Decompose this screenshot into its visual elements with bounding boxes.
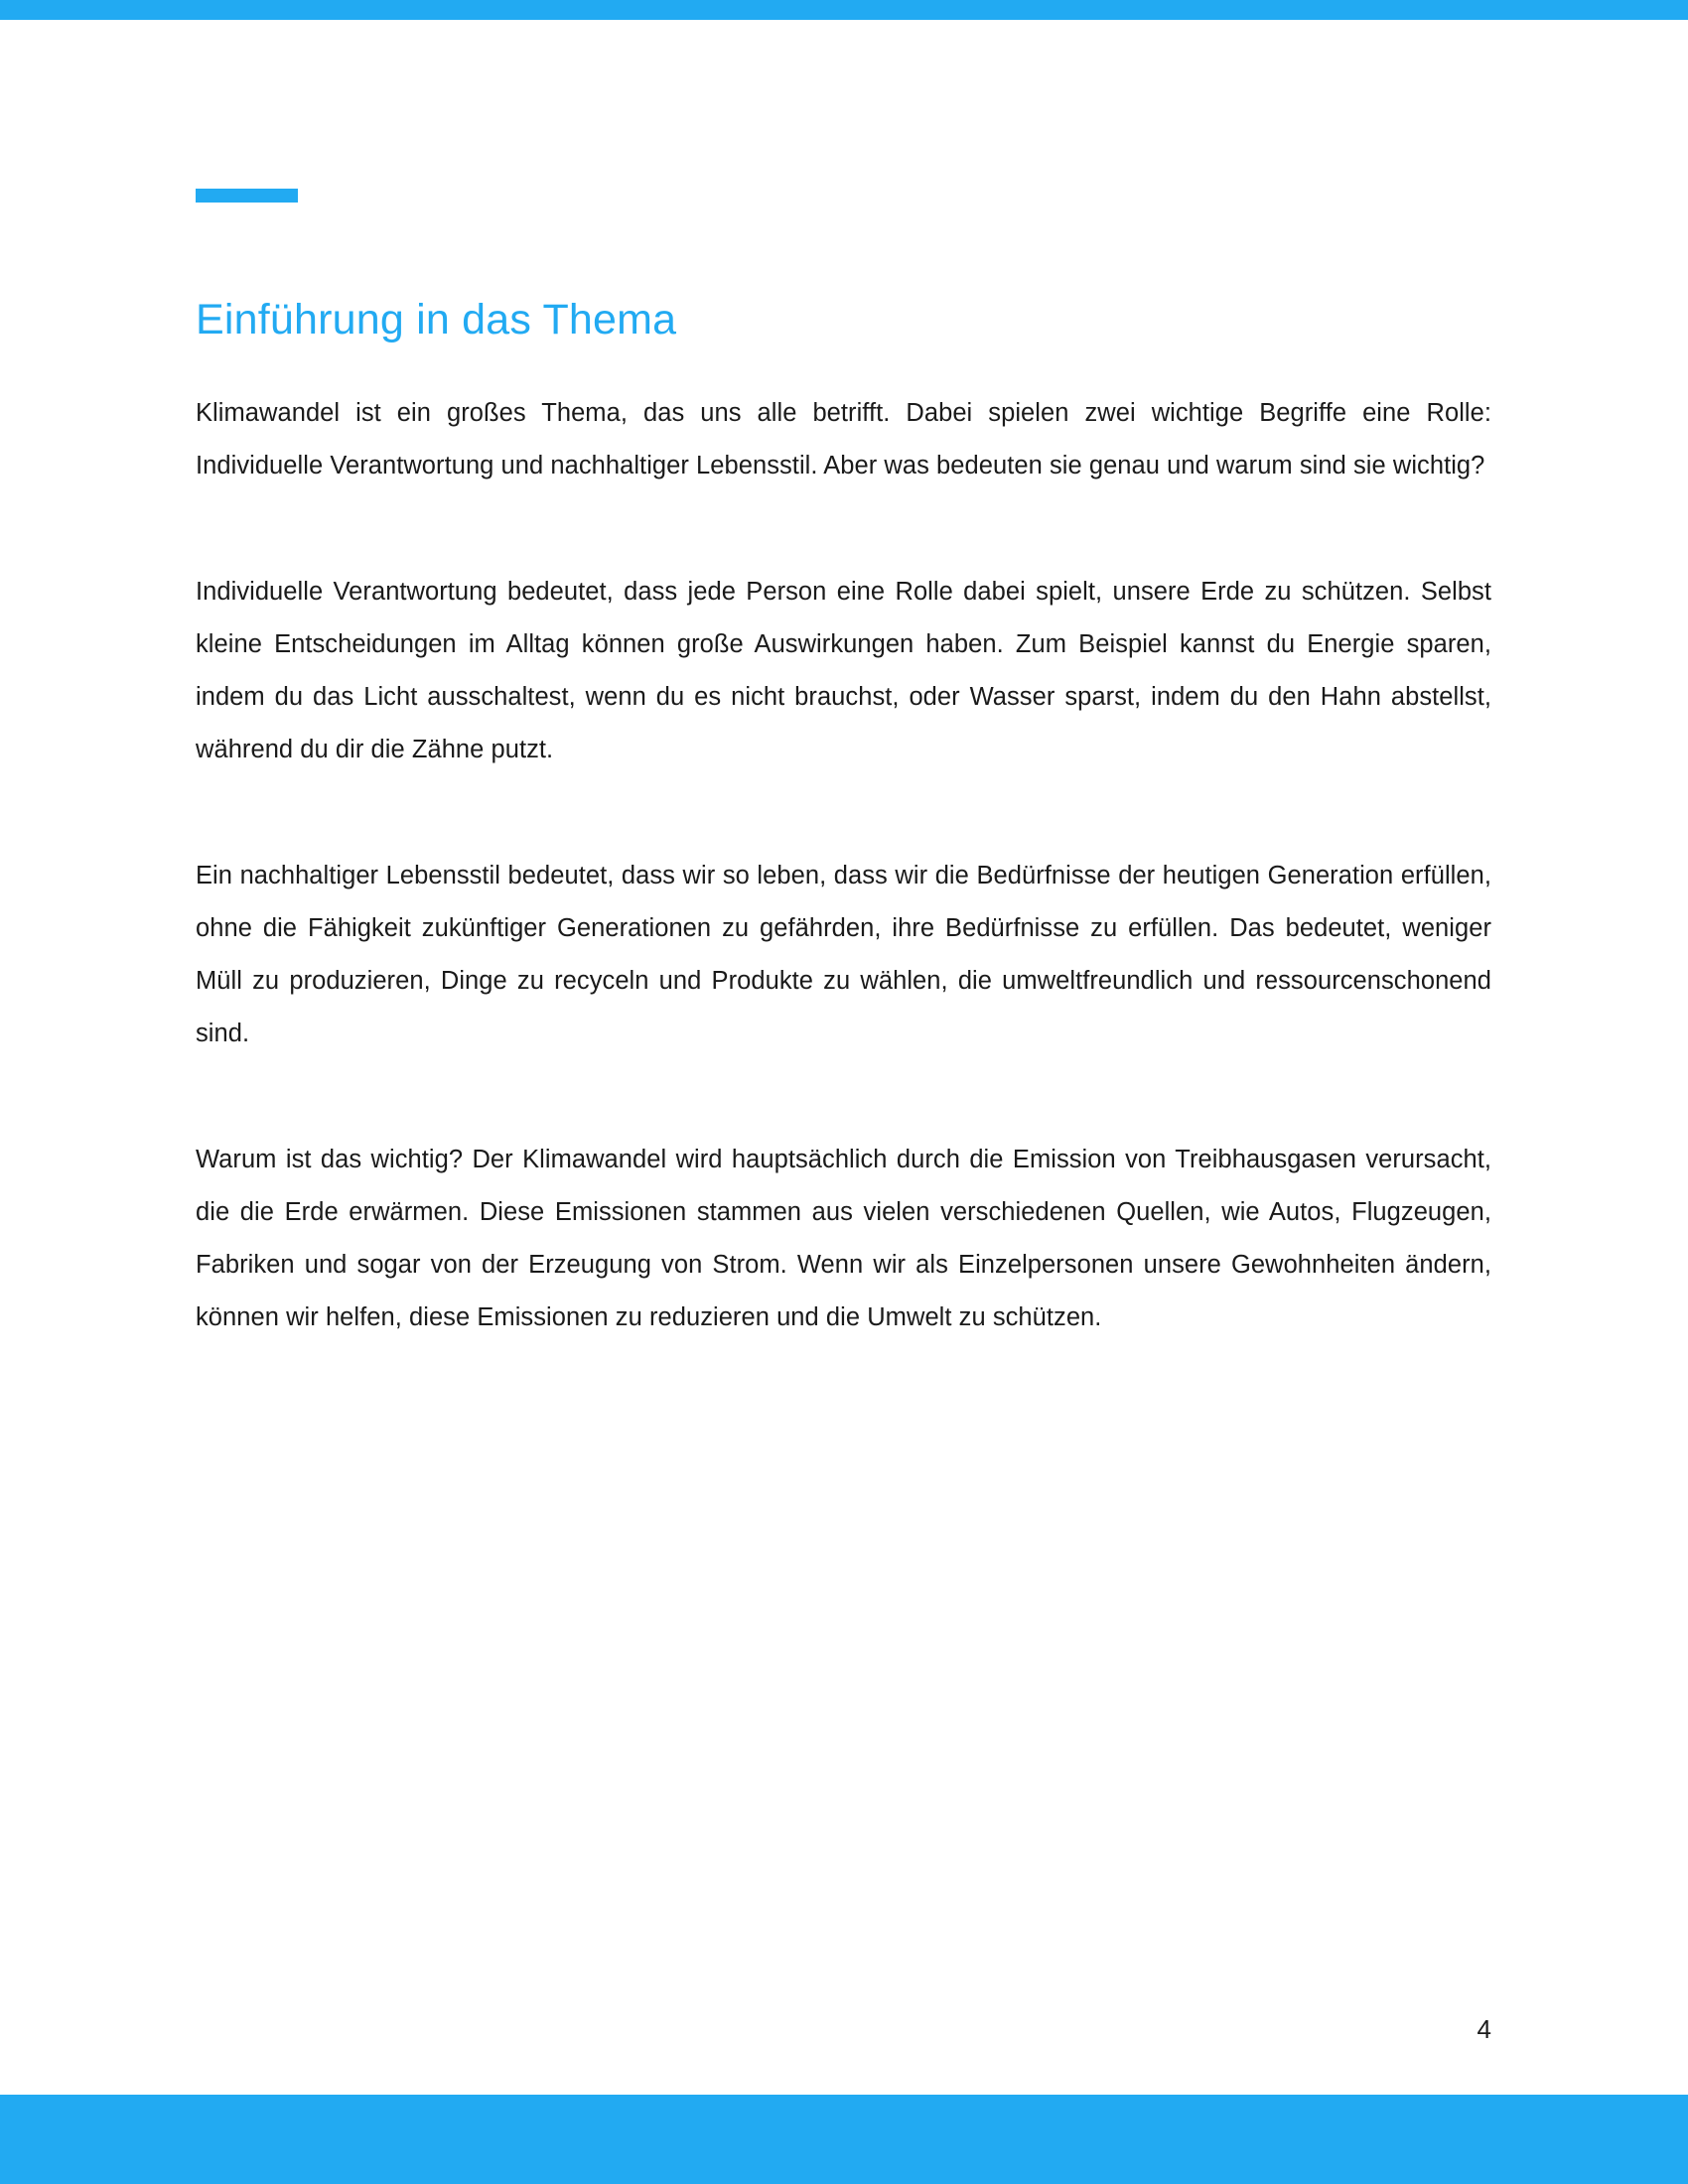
body-text-block bbox=[196, 387, 1491, 1344]
paragraph-4: Warum ist das wichtig? Der Klimawandel wird hauptsächlich durch die Emission von Treibhausgasen verursacht, die die Erde erwärmen. Diese Emissionen stammen aus vielen verschiedenen Quellen, wie Autos, Flugzeugen, Fabriken und sogar von der Erzeugung von Strom. Wenn wir als Einzelpersonen unsere Gewohnheiten ändern, können wir helfen, diese Emissionen zu reduzieren und die Umwelt zu schützen. bbox=[196, 1146, 1491, 1331]
paragraph-1: Klimawandel ist ein großes Thema, das uns alle betrifft. Dabei spielen zwei wichtige Begriffe eine Rolle: Individuelle Verantwortung und nachhaltiger Lebensstil. Aber was bedeuten sie genau und warum sind sie wichtig? bbox=[196, 399, 1491, 479]
page-number: 4 bbox=[1477, 2014, 1491, 2044]
bottom-accent-band bbox=[0, 2095, 1688, 2184]
top-accent-band bbox=[0, 0, 1688, 20]
paragraph-3: Ein nachhaltiger Lebensstil bedeutet, dass wir so leben, dass wir die Bedürfnisse der heutigen Generation erfüllen, ohne die Fähigkeit zukünftiger Generationen zu gefährden, ihre Bedürfnisse zu erfüllen. Das bedeutet, weniger Müll zu produzieren, Dinge zu recyceln und Produkte zu wählen, die umweltfreundlich und ressourcenschonend sind. bbox=[196, 862, 1491, 1047]
page-title: Einführung in das Thema bbox=[196, 296, 677, 343]
heading-accent-dash bbox=[196, 189, 298, 203]
paragraph-2: Individuelle Verantwortung bedeutet, dass jede Person eine Rolle dabei spielt, unsere Erde zu schützen. Selbst kleine Entscheidungen im Alltag können große Auswirkungen haben. Zum Beispiel kannst du Energie sparen, indem du das Licht ausschaltest, wenn du es nicht brauchst, oder Wasser sparst, indem du den Hahn abstellst, während du dir die Zähne putzt. bbox=[196, 578, 1491, 763]
